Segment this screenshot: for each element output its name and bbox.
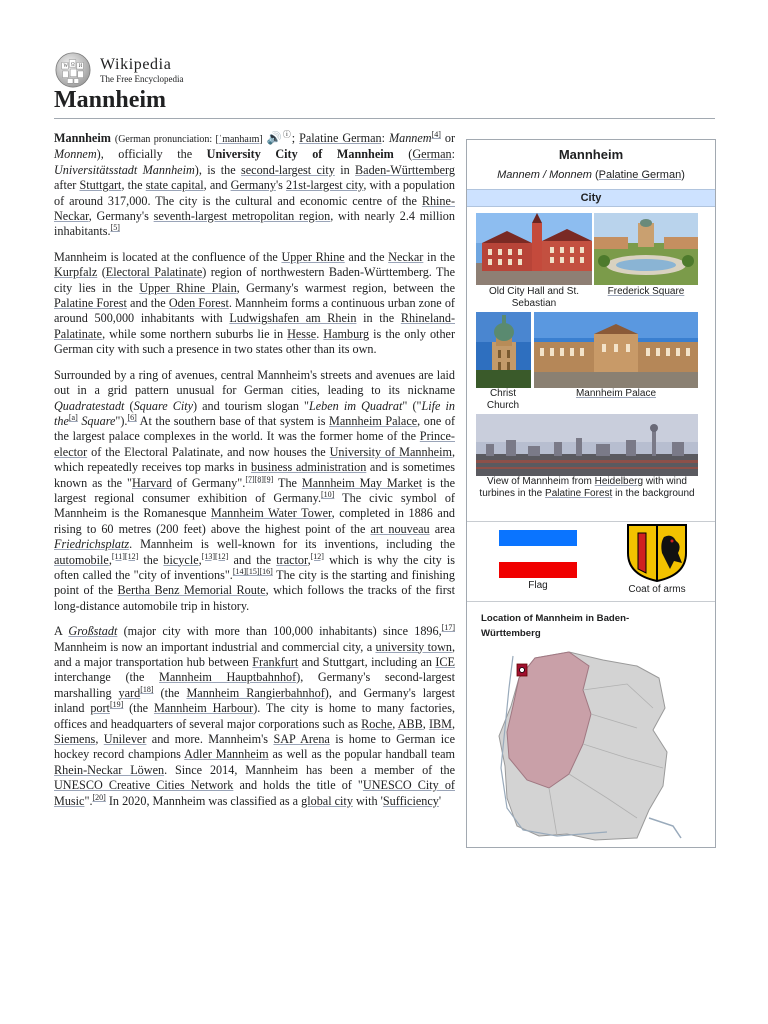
infobox (466, 139, 716, 848)
flag-image[interactable] (499, 530, 577, 578)
caption-city-view: View of Mannheim from Heidelberg with wind turbines in the Palatine Forest in the background (479, 476, 695, 499)
photo-old-city-hall[interactable] (476, 213, 592, 285)
wikipedia-globe-icon (54, 51, 92, 89)
photo-city-view[interactable] (476, 414, 698, 476)
page-title: Mannheim (54, 87, 167, 113)
coat-of-arms-image[interactable] (626, 523, 688, 583)
photo-mannheim-palace[interactable] (534, 312, 698, 388)
palatine-german-link[interactable]: Palatine German (598, 169, 682, 181)
title-divider (54, 118, 715, 119)
infobox-subtitle: Mannem / Monnem (Palatine German) (497, 169, 685, 181)
frederick-square-link[interactable]: Frederick Square (607, 286, 685, 297)
coat-of-arms-label: Coat of arms (628, 584, 686, 595)
caption-christ-church: Christ Church (486, 388, 520, 411)
photo-christ-church[interactable] (476, 312, 531, 388)
infobox-band: City (467, 189, 715, 207)
paragraph: Mannheim (German pronunciation: [ˈmanhaɪm] 🔊ⓘ; Palatine German: Mannem[4] or Monnem), officially the University City of Mannheim (German: Universitätsstadt Mannheim), is the second-largest city in Baden-Württemberg after Stuttgart, the state capital, and Germany's 21st-largest city, with a population of around 317,000. The city is the cultural and economic centre of the Rhine-Neckar, Germany's seventh-largest metropolitan region, with nearly 2.4 million inhabitants.[5] (54, 129, 456, 239)
caption-old-city-hall: Old City Hall and St. Sebastian (488, 286, 580, 309)
caption-mannheim-palace (534, 388, 698, 400)
photo-frederick-square[interactable] (594, 213, 698, 285)
map-title: Location of Mannheim in Baden-Württemberg (481, 613, 630, 639)
svg-text:Ω: Ω (71, 62, 75, 68)
infobox-title: Mannheim (558, 147, 624, 162)
caption-frederick-square (594, 286, 698, 298)
svg-text:W: W (63, 64, 68, 70)
svg-text:И: И (78, 64, 83, 70)
paragraph: Mannheim is located at the confluence of the Upper Rhine and the Neckar in the Kurpfalz (Electoral Palatinate) region of northwestern Baden-Württemberg. The city lies in the Upper Rhine Plain, Germany's warmest region, between the Palatine Forest and the Oden Forest. Mannheim forms a continuous urban zone of around 500,000 inhabitants with Ludwigshafen am Rhein in the Rhineland-Palatinate, while some northern suburbs lie in Hesse. Hamburg is the only other German city with such a presence in two states other than its own. (54, 249, 456, 357)
divider (467, 601, 715, 602)
speaker-icon[interactable]: 🔊 (266, 131, 283, 145)
wordmark: Wikipedia (100, 55, 172, 73)
article-body (54, 131, 455, 819)
heidelberg-link[interactable]: Heidelberg (594, 476, 644, 487)
wikipedia-logo[interactable] (54, 51, 183, 89)
flag-label: Flag (528, 580, 548, 591)
tagline: The Free Encyclopedia (100, 73, 184, 84)
paragraph: A Großstadt (major city with more than 100,000 inhabitants) since 1896,[17] Mannheim is now an important industrial and commercial city, a university town, and a major transportation hub between Frankfurt and Stuttgart, including an ICE interchange (the Mannheim Hauptbahnhof), Germany's second-largest marshalling yard[18] (the Mannheim Rangierbahnhof), and Germany's largest inland port[19] (the Mannheim Harbour). The city is home to many factories, offices and headquarters of several major corporations such as Roche, ABB, IBM, Siemens, Unilever and more. Mannheim's SAP Arena is home to German ice hockey record champions Adler Mannheim as well as the popular handball team Rhein-Neckar Löwen. Since 2014, Mannheim has been a member of the UNESCO Creative Cities Network and holds the title of "UNESCO City of Music".[20] In 2020, Mannheim was classified as a global city with 'Sufficiency' (54, 623, 456, 808)
mannheim-palace-link[interactable]: Mannheim Palace (575, 388, 657, 399)
palatine-forest-link[interactable]: Palatine Forest (545, 488, 613, 499)
paragraph: Surrounded by a ring of avenues, central Mannheim's streets and avenues are laid out in a grid pattern unusual for German cities, leading to its nickname Quadratestadt (Square City) and tourism slogan "Leben im Quadrat" ("Life in the[a] Square").[6] At the southern base of that system is Mannheim Palace, one of the largest palace complexes in the world. It was the former home of the Prince-elector of the Electoral Palatinate, and now houses the University of Mannheim, which repeatedly receives top marks in business administration and is sometimes known as the "Harvard of Germany".[7][8][9] The Mannheim May Market is the largest regional consumer exhibition of Germany.[10] The civic symbol of Mannheim is the Romanesque Mannheim Water Tower, completed in 1886 and rising to 60 metres (200 feet) above the highest point of the art nouveau area Friedrichsplatz. Mannheim is well-known for its inventions, including the automobile,[11][12] the bicycle,[13][12] and the tractor,[12] which is why the city is often called the "city of inventions".[14][15][16] The city is the starting and finishing point of the Bertha Benz Memorial Route, which follows the tracks of the first long-distance automobile trip in history. (54, 367, 456, 613)
divider (467, 521, 715, 522)
location-map[interactable] (477, 648, 699, 842)
